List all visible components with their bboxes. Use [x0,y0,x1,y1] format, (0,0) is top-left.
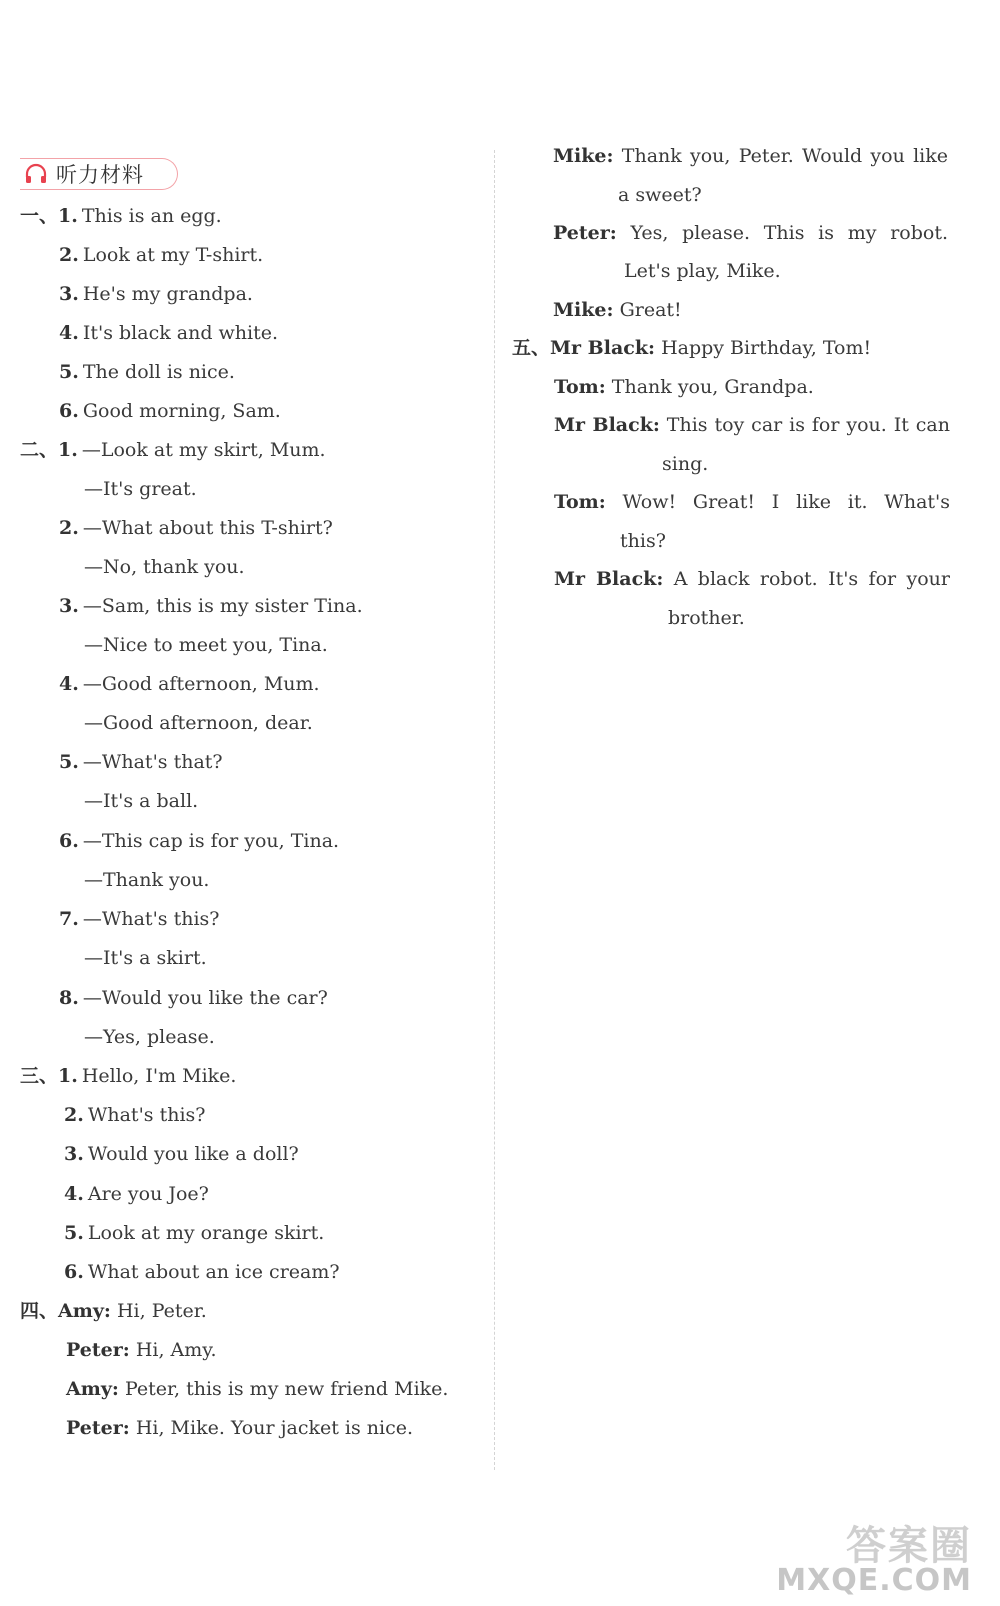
dialogue-line: 四、Amy: Hi, Peter. [20,1300,207,1322]
list-item: 4. Are you Joe? [64,1183,209,1205]
dialogue-line: a sweet? [618,184,702,206]
list-item: —No, thank you. [84,556,245,578]
list-item: 5. Look at my orange skirt. [64,1222,325,1244]
dialogue-line: Peter: Hi, Mike. Your jacket is nice. [66,1417,413,1439]
list-item: 6. What about an ice cream? [64,1261,340,1283]
list-item: 4. It's black and white. [59,322,279,344]
list-item: —It's a ball. [84,790,199,812]
list-item: 三、1. Hello, I'm Mike. [20,1065,237,1087]
list-item: 2. What's this? [64,1104,206,1126]
list-item: 2. —What about this T-shirt? [59,517,333,539]
list-item: 2. Look at my T-shirt. [59,244,264,266]
list-item: 6. Good morning, Sam. [59,400,281,422]
section-number: 四、 [20,1300,59,1322]
dialogue-line: Mr Black: A black robot. It's for your [554,568,950,590]
dialogue-line: Peter: Yes, please. This is my robot. [553,222,948,244]
list-item: —Good afternoon, dear. [84,712,313,734]
dialogue-line: Peter: Hi, Amy. [66,1339,217,1361]
list-item: 二、1. —Look at my skirt, Mum. [20,439,326,461]
list-item: —It's great. [84,478,197,500]
watermark [776,1523,972,1598]
list-item: 3. —Sam, this is my sister Tina. [59,595,363,617]
list-item: 一、1. This is an egg. [20,205,222,227]
dialogue-line: Mr Black: This toy car is for you. It can [554,414,950,436]
watermark-text: 答案圈 [846,1523,972,1569]
section-number: 二、 [20,439,59,461]
list-item: —Nice to meet you, Tina. [84,634,328,656]
section-number: 一、 [20,205,59,227]
dialogue-line: Let's play, Mike. [624,260,781,282]
list-item: 3. He's my grandpa. [59,283,253,305]
headphones-icon [24,163,48,185]
dialogue-line: 五、Mr Black: Happy Birthday, Tom! [512,337,872,359]
dialogue-line: Amy: Peter, this is my new friend Mike. [66,1378,449,1400]
dialogue-line: Tom: Thank you, Grandpa. [554,376,814,398]
list-item: 5. —What's that? [59,751,223,773]
list-item: 4. —Good afternoon, Mum. [59,673,320,695]
list-item: 6. —This cap is for you, Tina. [59,830,340,852]
dialogue-line: brother. [668,607,745,629]
section-number: 五、 [512,337,551,359]
dialogue-line: sing. [662,453,709,475]
list-item: —It's a skirt. [84,947,207,969]
list-item: 8. —Would you like the car? [59,987,328,1009]
page-title: 听力材料 [56,163,144,187]
watermark-url: MXQE.COM [776,1563,972,1598]
dialogue-line: Mike: Great! [553,299,682,321]
list-item: 3. Would you like a doll? [64,1143,299,1165]
dialogue-line: Mike: Thank you, Peter. Would you like [553,145,948,167]
list-item: —Thank you. [84,869,210,891]
section-header [20,158,178,190]
dialogue-line: Tom: Wow! Great! I like it. What's [554,491,951,513]
column-divider [494,150,495,1470]
list-item: 5. The doll is nice. [59,361,235,383]
section-number: 三、 [20,1065,59,1087]
list-item: 7. —What's this? [59,908,220,930]
dialogue-line: this? [620,530,666,552]
list-item: —Yes, please. [84,1026,215,1048]
